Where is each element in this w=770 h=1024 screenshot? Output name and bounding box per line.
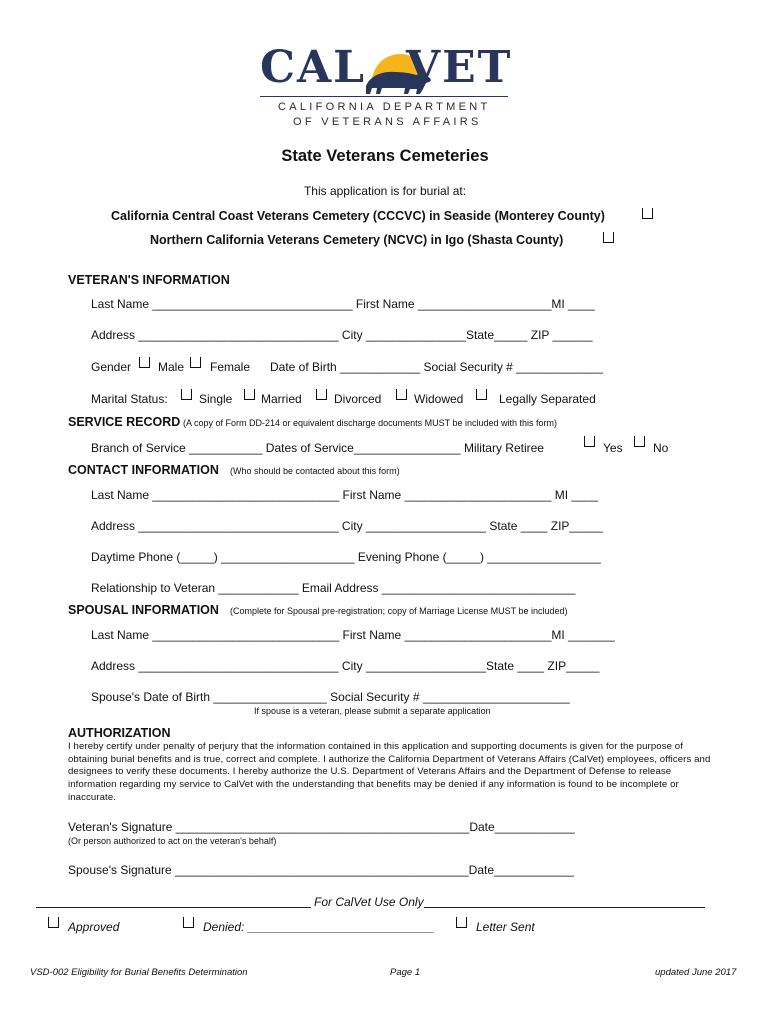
contact-info-note: (Who should be contacted about this form) [230, 466, 400, 476]
marital-status-label: Marital Status: [91, 392, 168, 406]
footer-page-number: Page 1 [390, 967, 421, 978]
gender-male-label: Male [158, 360, 185, 374]
veteran-info-heading: VETERAN'S INFORMATION [68, 273, 230, 287]
veteran-signature-row[interactable]: Veteran's Signature ____________________________________________Date____________ [68, 820, 575, 834]
letter-sent-label: Letter Sent [476, 920, 535, 934]
office-use-line-left [36, 907, 311, 908]
marital-divorced-label: Divorced [334, 392, 382, 406]
spouse-dob-ssn-row[interactable]: Spouse's Date of Birth _________________ Social Security # ______________________ [91, 690, 570, 704]
denied-label[interactable]: Denied: ____________________________ [203, 920, 435, 934]
denied-checkbox[interactable] [183, 917, 194, 928]
veteran-address-row[interactable]: Address ______________________________ City _______________State_____ ZIP ______ [91, 328, 593, 342]
veteran-name-row[interactable]: Last Name ______________________________ First Name ____________________MI ____ [91, 297, 595, 311]
approved-checkbox[interactable] [48, 917, 59, 928]
authorization-heading: AUTHORIZATION [68, 726, 171, 740]
logo-divider [260, 96, 508, 97]
veteran-signature-note: (Or person authorized to act on the veteran's behalf) [68, 836, 277, 846]
spouse-veteran-note: If spouse is a veteran, please submit a separate application [254, 706, 491, 716]
cemetery-cccvc-label: California Central Coast Veterans Cemetery (CCCVC) in Seaside (Monterey County) [111, 209, 605, 223]
approved-label: Approved [68, 920, 120, 934]
cemetery-ncvc-label: Northern California Veterans Cemetery (NCVC) in Igo (Shasta County) [150, 233, 564, 247]
authorization-text: I hereby certify under penalty of perjury that the information contained in this application and supporting documents is given for the purpose of obtaining burial benefits and is true, correct and complete. I authorize the California Department of Veterans Affairs (CalVet) employees, officers and designees to verify these documents. I hereby authorize the U.S. Department of Veterans Affairs and the Department of Defense to release information regarding my service to CalVet with the understanding that benefits may be denied if any information is found to be incomplete or inaccurate. [68, 741, 711, 803]
spousal-info-heading: SPOUSAL INFORMATION [68, 603, 219, 617]
marital-divorced-checkbox[interactable] [316, 389, 327, 400]
service-record-note: (A copy of Form DD-214 or equivalent discharge documents MUST be included with this form) [183, 418, 557, 428]
spouse-signature-row[interactable]: Spouse's Signature ____________________________________________Date____________ [68, 863, 575, 877]
spouse-name-row[interactable]: Last Name ____________________________ First Name ______________________MI _______ [91, 628, 615, 642]
contact-relationship-email-row[interactable]: Relationship to Veteran ____________ Email Address _____________________________ [91, 581, 576, 595]
contact-phone-row[interactable]: Daytime Phone (_____) ____________________ Evening Phone (_____) _________________ [91, 550, 601, 564]
logo-dept-line2: OF VETERANS AFFAIRS [293, 116, 482, 128]
military-retiree-no-checkbox[interactable] [634, 436, 645, 447]
contact-address-row[interactable]: Address ______________________________ City __________________ State ____ ZIP_____ [91, 519, 603, 533]
letter-sent-checkbox[interactable] [456, 917, 467, 928]
military-retiree-yes-checkbox[interactable] [584, 436, 595, 447]
office-use-label: For CalVet Use Only [314, 895, 424, 909]
intro-text: This application is for burial at: [303, 184, 467, 198]
cemetery-ncvc-checkbox[interactable] [603, 232, 614, 243]
footer-form-id: VSD-002 Eligibility for Burial Benefits Determination [30, 967, 248, 978]
marital-married-checkbox[interactable] [244, 389, 255, 400]
office-use-line-right [424, 907, 705, 908]
marital-single-checkbox[interactable] [181, 389, 192, 400]
logo-vet-text: VET [406, 42, 513, 93]
page-title: State Veterans Cemeteries [281, 147, 489, 165]
cemetery-cccvc-checkbox[interactable] [642, 208, 653, 219]
marital-separated-label: Legally Separated [499, 392, 596, 406]
veteran-dob-ssn-row[interactable]: Date of Birth ____________ Social Security # _____________ [270, 360, 603, 374]
military-retiree-yes-label: Yes [603, 441, 623, 455]
marital-married-label: Married [261, 392, 302, 406]
logo-cal-text: CAL [260, 42, 367, 93]
service-branch-row[interactable]: Branch of Service ___________ Dates of Service________________ Military Retiree [91, 441, 544, 455]
service-record-heading: SERVICE RECORD [68, 415, 181, 429]
footer-updated-date: updated June 2017 [655, 967, 737, 978]
logo-dept-line1: CALIFORNIA DEPARTMENT [278, 101, 491, 113]
marital-separated-checkbox[interactable] [476, 389, 487, 400]
contact-info-heading: CONTACT INFORMATION [68, 463, 219, 477]
gender-female-checkbox[interactable] [190, 357, 201, 368]
contact-name-row[interactable]: Last Name ____________________________ First Name ______________________ MI ____ [91, 488, 599, 502]
marital-widowed-checkbox[interactable] [396, 389, 407, 400]
spouse-address-row[interactable]: Address ______________________________ City __________________State ____ ZIP_____ [91, 659, 600, 673]
spousal-info-note: (Complete for Spousal pre-registration; copy of Marriage License MUST be included) [230, 606, 568, 616]
military-retiree-no-label: No [653, 441, 669, 455]
marital-single-label: Single [199, 392, 233, 406]
gender-label: Gender [91, 360, 132, 374]
gender-female-label: Female [210, 360, 251, 374]
marital-widowed-label: Widowed [414, 392, 464, 406]
calvet-logo [260, 40, 513, 132]
gender-male-checkbox[interactable] [139, 357, 150, 368]
